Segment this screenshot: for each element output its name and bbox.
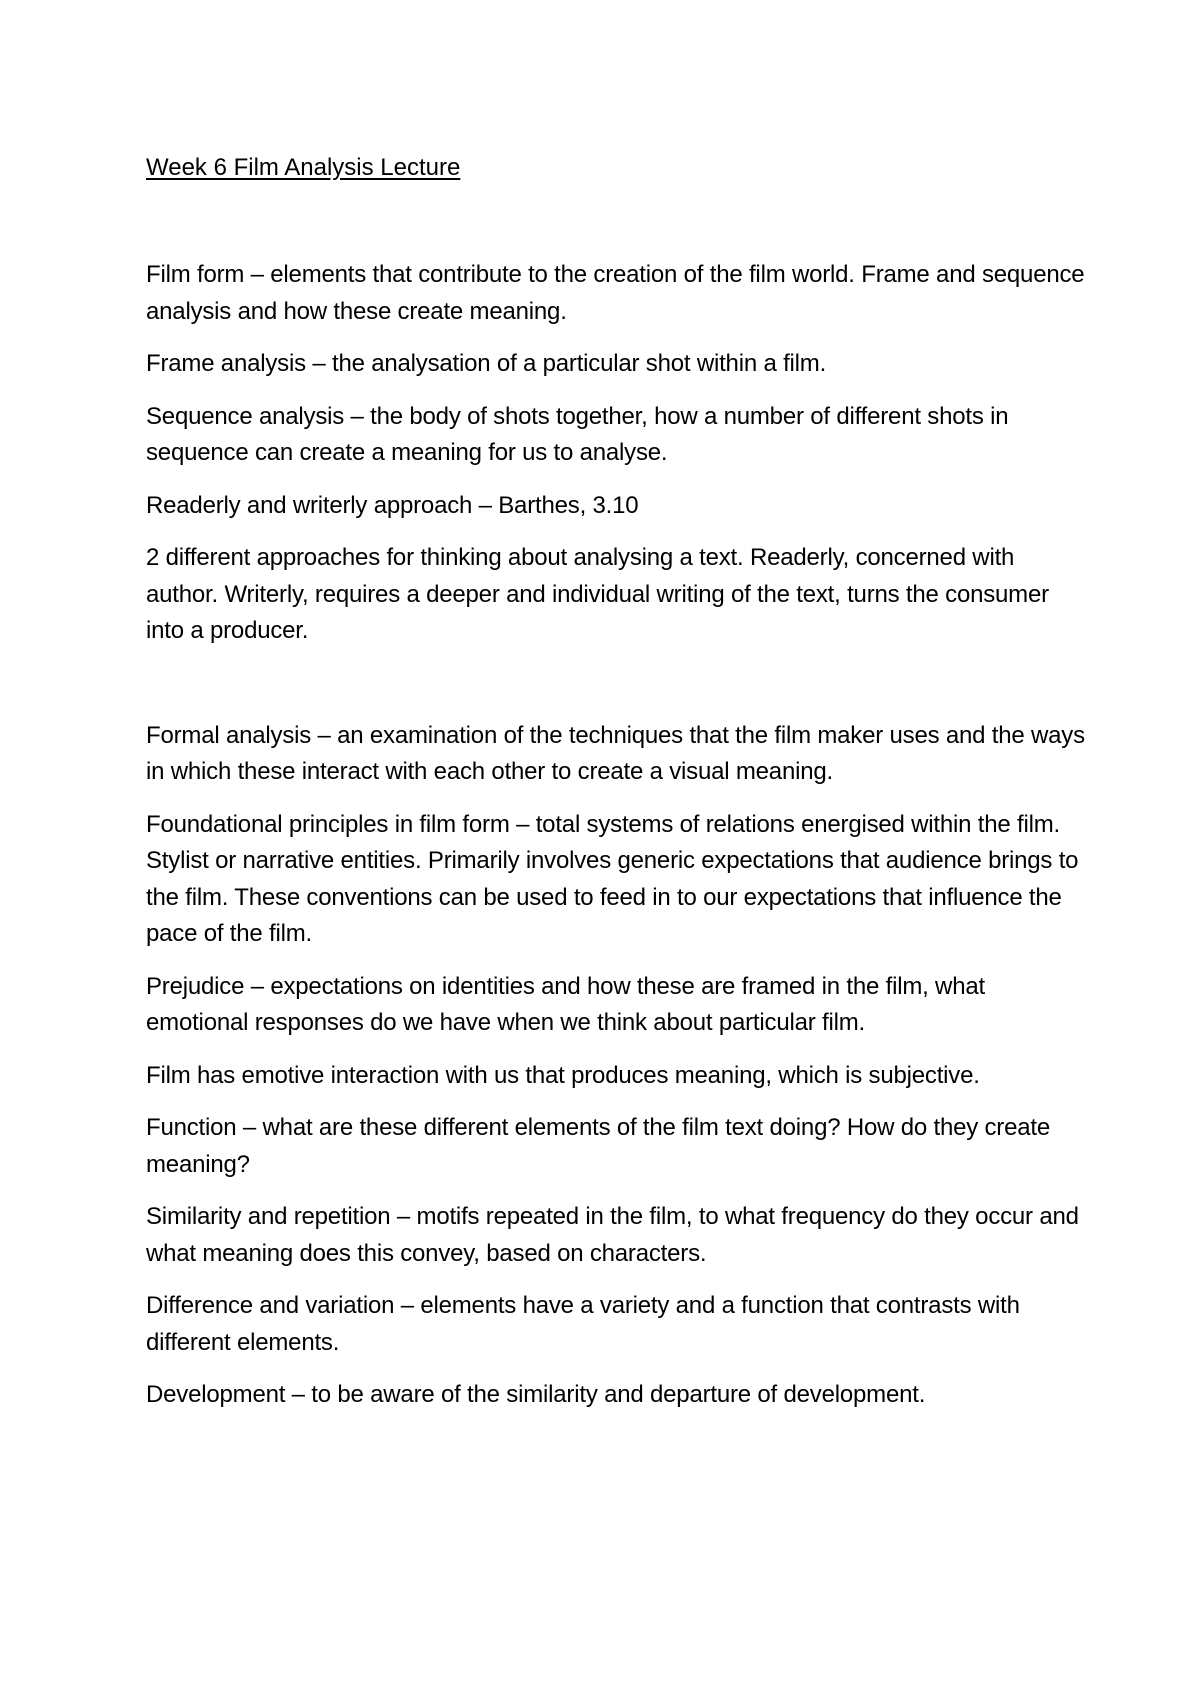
paragraph-difference-variation: Difference and variation – elements have a variety and a function that contrasts with different elements. xyxy=(146,1292,1020,1356)
paragraph-similarity-repetition: Similarity and repetition – motifs repeated in the film, to what frequency do they occur and what meaning does this convey, based on characters. xyxy=(146,1203,1079,1267)
paragraph-frame-analysis: Frame analysis – the analysation of a particular shot within a film. xyxy=(146,350,827,377)
spacer xyxy=(146,666,1086,718)
paragraph-prejudice: Prejudice – expectations on identities and how these are framed in the film, what emotional responses do we have when we think about particular film. xyxy=(146,972,985,1036)
paragraph-film-form: Film form – elements that contribute to the creation of the film world. Frame and sequence analysis and how these create meaning. xyxy=(146,261,1085,325)
paragraph-development: Development – to be aware of the similarity and departure of development. xyxy=(146,1381,926,1408)
spacer xyxy=(146,186,1086,257)
paragraph-two-approaches: 2 different approaches for thinking about analysing a text. Readerly, concerned with author. Writerly, requires a deeper and individual writing of the text, turns the consumer into a producer. xyxy=(146,544,1049,644)
document-title: Week 6 Film Analysis Lecture xyxy=(146,154,461,181)
paragraph-sequence-analysis: Sequence analysis – the body of shots together, how a number of different shots in sequence can create a meaning for us to analyse. xyxy=(146,402,1009,466)
paragraph-foundational-principles: Foundational principles in film form – total systems of relations energised within the film. Stylist or narrative entities. Primarily involves generic expectations that audience brings to the film. These conventions can be used to feed in to our expectations that influence the pace of the film. xyxy=(146,810,1079,947)
paragraph-function: Function – what are these different elements of the film text doing? How do they create meaning? xyxy=(146,1114,1051,1178)
paragraph-readerly-writerly: Readerly and writerly approach – Barthes, 3.10 xyxy=(146,491,639,519)
document-body xyxy=(146,150,1086,1430)
paragraph-emotive-interaction: Film has emotive interaction with us that produces meaning, which is subjective. xyxy=(146,1061,980,1089)
paragraph-formal-analysis: Formal analysis – an examination of the techniques that the film maker uses and the ways in which these interact with each other to create a visual meaning. xyxy=(146,721,1085,785)
